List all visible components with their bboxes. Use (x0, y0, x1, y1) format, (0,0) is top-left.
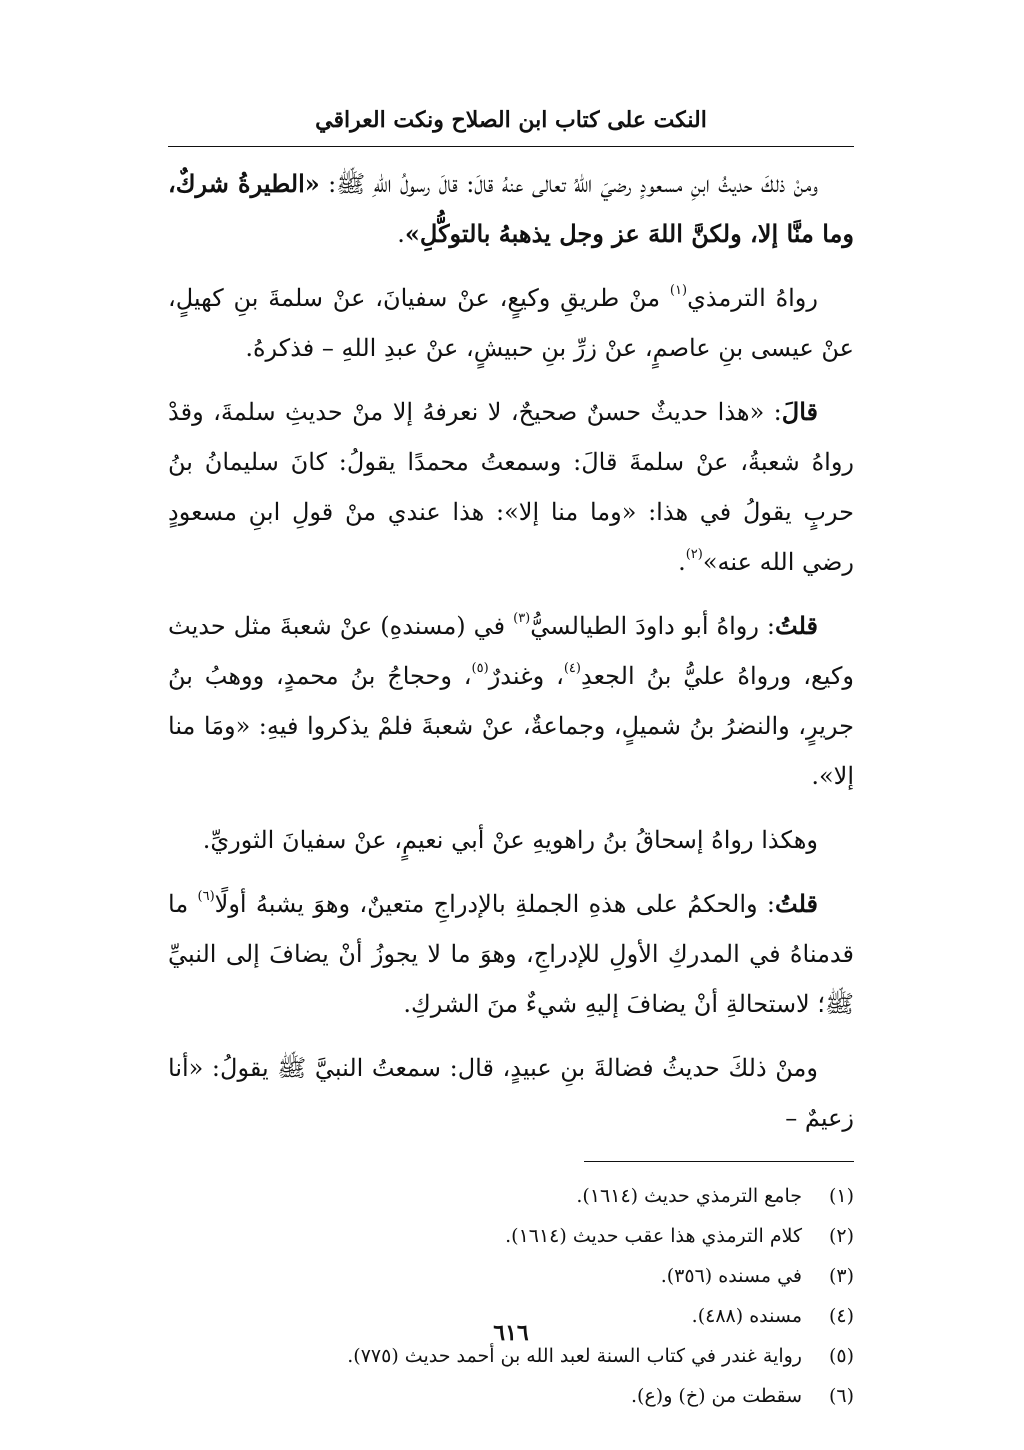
text-run: وهكذا رواهُ إسحاقُ بنُ راهويهِ عنْ أبي نعيمٍ، عنْ سفيانَ الثوريِّ. (202, 826, 818, 854)
page-number: ٦١٦ (493, 1320, 529, 1346)
text-run: ، وغندرٌ (488, 662, 564, 690)
paragraph (168, 159, 854, 259)
paragraph (168, 601, 854, 801)
footnote-ref: (٣) (513, 611, 531, 626)
text-run: في (مسندهِ) عنْ شعبةَ مثل حديث وكيع، ورواهُ عليُّ بنُ الجعدِ (168, 612, 854, 690)
book-page (168, 100, 854, 1407)
text-run: ما قدمناهُ في المدركِ الأولِ للإدراجِ، وهوَ ما لا يجوزُ أنْ يضافَ إلى النبيِّ ﷺ؛ لاستحالةِ أنْ يضافَ إليهِ شيءٌ منَ الشركِ. (168, 890, 854, 1018)
footnote-item (168, 1176, 854, 1216)
text-run: : «هذا حديثٌ حسنٌ صحيحٌ، لا نعرفهُ إلا منْ حديثِ سلمةَ، وقدْ رواهُ شعبةُ، عنْ سلمةَ قالَ: وسمعتُ محمدًا يقولُ: كانَ سليمانُ بنُ حربٍ يقولُ في هذا: «وما منا إلا»: هذا عندي منْ قولِ ابنِ مسعودٍ رضي الله عنه» (168, 398, 854, 576)
text-run: . (678, 548, 686, 576)
footnote-number: (٥) (828, 1345, 854, 1367)
footnote-divider (584, 1161, 854, 1162)
footnote-text: في مسنده (٣٥٦). (660, 1265, 802, 1287)
footnote-number: (١) (828, 1185, 854, 1207)
footnote-number: (٤) (828, 1305, 854, 1327)
paragraph (168, 815, 854, 865)
bold-text: قلتُ (775, 611, 818, 640)
text-run: ومنْ ذلكَ حديثُ فضالةَ بنِ عبيدٍ، قال: سمعتُ النبيَّ ﷺ يقولُ: «أنا زعيمٌ – (168, 1054, 854, 1132)
footnote-text: رواية غندر في كتاب السنة لعبد الله بن أحمد حديث (٧٧٥). (347, 1345, 802, 1367)
bold-text: قالَ (781, 397, 818, 426)
paragraph (168, 273, 854, 373)
text-run: ، وحجاجُ بنُ محمدٍ، ووهبُ بنُ جريرٍ، والنضرُ بنُ شميلٍ، وجماعةٌ، عنْ شعبةَ فلمْ يذكروا فيهِ: «ومَا منا إلا». (168, 662, 854, 790)
footnote-number: (٣) (828, 1265, 854, 1287)
bold-text: «الطيرةُ شركٌ، وما منَّا إلا، ولكنَّ اللهَ عز وجل يذهبهُ بالتوكُّلِ» (168, 169, 854, 248)
running-header: النكت على كتاب ابن الصلاح ونكت العراقي (315, 107, 707, 133)
footnote-number: (٦) (828, 1385, 854, 1407)
footnote-ref: (٢) (685, 547, 703, 562)
paragraph (168, 879, 854, 1029)
footnote-ref: (٥) (471, 661, 489, 676)
footnote-text: سقطت من (خ) و(ع). (631, 1385, 802, 1407)
paragraph (168, 1043, 854, 1143)
footnote-item (168, 1216, 854, 1256)
footnote-item (168, 1256, 854, 1296)
footnote-ref: (٤) (563, 661, 581, 676)
text-run: منْ طريقِ وكيعٍ، عنْ سفيانَ، عنْ سلمةَ بنِ كهيلٍ، عنْ عيسى بنِ عاصمٍ، عنْ زرِّ بنِ حبيشٍ، عنْ عبدِ اللهِ – فذكرهُ. (168, 284, 854, 362)
text-run: : والحكمُ على هذهِ الجملةِ بالإدراجِ متعينٌ، وهوَ يشبهُ أولًا (214, 890, 776, 918)
footnote-item (168, 1376, 854, 1416)
footnote-ref: (٦) (197, 889, 215, 904)
footnote-ref: (١) (669, 283, 688, 298)
header-divider (168, 146, 854, 147)
footnote-text: كلام الترمذي هذا عقب حديث (١٦١٤). (505, 1225, 802, 1247)
main-text (168, 159, 854, 1143)
text-run: رواهُ الترمذي (687, 284, 818, 312)
footnote-text: جامع الترمذي حديث (١٦١٤). (576, 1185, 802, 1207)
footnote-number: (٢) (828, 1225, 854, 1247)
text-run: ومنْ ذلكَ حديثُ ابنِ مسعودٍ رضيَ اللهُ تعالى عنهُ قالَ: قالَ رسولُ اللهِ ﷺ: (319, 170, 818, 198)
paragraph (168, 387, 854, 587)
text-run: . (397, 220, 405, 248)
text-run: : رواهُ أبو داودَ الطيالسيُّ (530, 612, 776, 640)
bold-text: قلتُ (775, 889, 819, 918)
footnote-text: مسنده (٤٨٨). (691, 1305, 802, 1327)
footnotes (168, 1176, 854, 1416)
